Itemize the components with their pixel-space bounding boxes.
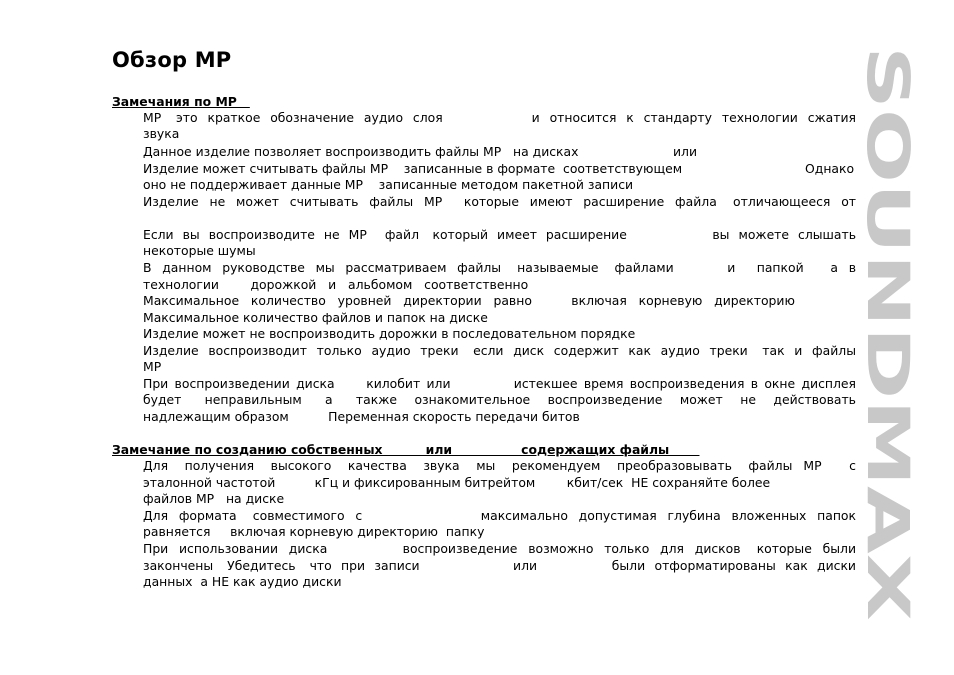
paragraph-line: Изделие не может считывать файлы MP которые имеют расширение файла отличающееся от bbox=[143, 194, 856, 209]
section-heading-custom-discs: Замечание по созданию собственных или содержащих файлы bbox=[112, 442, 700, 457]
paragraph-line: Для формата совместимого с максимально допустимая глубина вложенных папок bbox=[143, 508, 856, 523]
paragraph-line: Изделие воспроизводит только аудио треки если диск содержит как аудио треки так и файлы bbox=[143, 343, 856, 358]
paragraph-line: При использовании диска воспроизведение возможно только для дисков которые были bbox=[143, 541, 856, 556]
brand-logo-text: SOUNDMAX bbox=[854, 46, 922, 429]
paragraph-line: технологии дорожкой и альбомом соответственно bbox=[143, 277, 529, 292]
paragraph-line: данных а НЕ как аудио диски bbox=[143, 574, 342, 589]
paragraph-line: оно не поддерживает данные MP записанные методом пакетной записи bbox=[143, 177, 634, 192]
paragraph-line: MP bbox=[143, 359, 162, 374]
paragraph-line: эталонной частотой кГц и фиксированным битрейтом кбит/сек НЕ сохраняйте более bbox=[143, 475, 771, 490]
page-title: Обзор MP bbox=[112, 48, 232, 72]
paragraph-line: равняется включая корневую директорию папку bbox=[143, 524, 485, 539]
paragraph-line: Для получения высокого качества звука мы рекомендуем преобразовывать файлы MP с bbox=[143, 458, 856, 473]
paragraph-line: надлежащим образом Переменная скорость передачи битов bbox=[143, 409, 580, 424]
paragraph-line: Данное изделие позволяет воспроизводить файлы MP на дисках или bbox=[143, 144, 698, 159]
paragraph-line: При воспроизведении диска килобит или истекшее время воспроизведения в окне дисплея bbox=[143, 376, 856, 391]
paragraph-line: Если вы воспроизводите не MP файл который имеет расширение вы можете слышать bbox=[143, 227, 856, 242]
paragraph-line: закончены Убедитесь что при записи или были отформатированы как диски bbox=[143, 558, 856, 573]
paragraph-line: Изделие может не воспроизводить дорожки в последовательном порядке bbox=[143, 326, 636, 341]
brand-logo bbox=[854, 46, 922, 626]
paragraph-line: Однако bbox=[805, 161, 855, 176]
paragraph-line: файлов MP на диске bbox=[143, 491, 285, 506]
paragraph-line: Максимальное количество файлов и папок на диске bbox=[143, 310, 488, 325]
paragraph-line: звука bbox=[143, 126, 180, 141]
paragraph-line: Изделие может считывать файлы MP записанные в формате соответствующем bbox=[143, 161, 683, 176]
paragraph-line: будет неправильным а также ознакомительное воспроизведение может не действовать bbox=[143, 392, 856, 407]
paragraph-line: некоторые шумы bbox=[143, 243, 256, 258]
paragraph-line: MP это краткое обозначение аудио слоя и относится к стандарту технологии сжатия bbox=[143, 110, 856, 125]
paragraph-line: Максимальное количество уровней директории равно включая корневую директорию bbox=[143, 293, 795, 308]
section-heading-mp-notes: Замечания по MP bbox=[112, 94, 250, 109]
paragraph-line: В данном руководстве мы рассматриваем файлы называемые файлами и папкой а в bbox=[143, 260, 856, 275]
